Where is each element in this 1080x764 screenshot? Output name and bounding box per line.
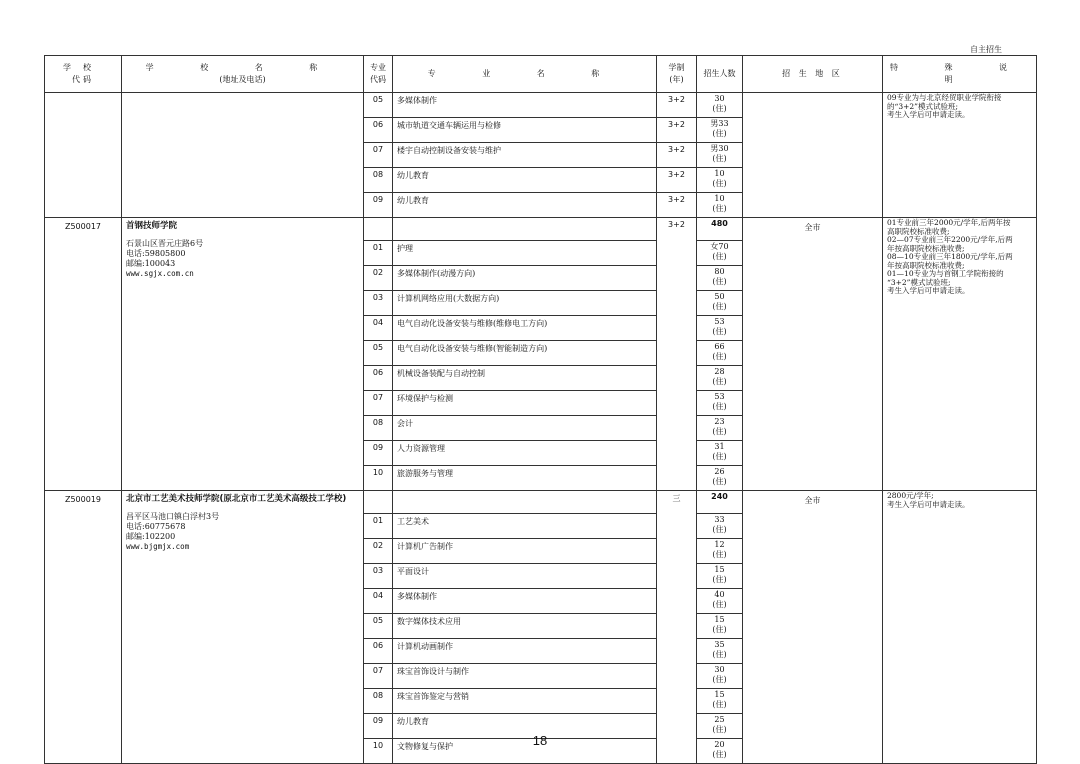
major-code	[364, 316, 393, 341]
major-code-text: 05	[372, 95, 384, 104]
major-name-text: 平面设计	[397, 567, 429, 576]
major-code-text: 03	[372, 566, 384, 575]
major-name	[393, 639, 657, 664]
col-major-code: 专业 代码	[364, 56, 393, 93]
lodging-note: (住)	[712, 550, 727, 559]
major-code	[364, 564, 393, 589]
area-text: 全市	[804, 496, 821, 505]
major-code	[364, 416, 393, 441]
duration	[657, 118, 697, 143]
major-code-text: 02	[372, 541, 384, 550]
major-code-text: 04	[372, 318, 384, 327]
major-name	[393, 366, 657, 391]
enroll-count	[697, 366, 743, 391]
school-phone: 电话:59805800	[126, 249, 186, 258]
lodging-note: (住)	[712, 575, 727, 584]
total-value: 240	[711, 492, 728, 501]
major-name-text: 计算机网络应用(大数据方向)	[397, 294, 500, 303]
school-postcode: 邮编:102200	[126, 532, 176, 541]
area-cell	[743, 93, 883, 218]
lodging-note: (住)	[712, 725, 727, 734]
school-postcode: 邮编:100043	[126, 259, 176, 268]
enroll-count	[697, 441, 743, 466]
major-code	[364, 366, 393, 391]
lodging-note: (住)	[712, 452, 727, 461]
school-website: www.sgjx.com.cn	[126, 269, 194, 278]
major-code	[364, 514, 393, 539]
major-name-text: 楼宇自动控制设备安装与维护	[397, 146, 501, 155]
count-value: 35	[714, 640, 725, 649]
major-code	[364, 193, 393, 218]
col-note: 特 殊 说 明	[883, 56, 1037, 93]
lodging-note: (住)	[712, 129, 727, 138]
major-name	[393, 491, 657, 514]
major-name-text: 会计	[397, 419, 413, 428]
table-header	[45, 56, 1037, 93]
major-name-text: 计算机广告制作	[397, 542, 453, 551]
table-row	[45, 491, 1037, 514]
enroll-count	[697, 589, 743, 614]
enroll-count	[697, 639, 743, 664]
note-line: 高职院校标准收费;	[887, 226, 950, 236]
special-note	[883, 491, 1037, 764]
count-value: 33	[714, 515, 725, 524]
major-name-text: 护理	[397, 244, 413, 253]
lodging-note: (住)	[712, 104, 727, 113]
count-value: 53	[714, 317, 725, 326]
school-info	[122, 491, 364, 764]
major-name	[393, 539, 657, 564]
major-name	[393, 341, 657, 366]
major-name	[393, 564, 657, 589]
table-row	[45, 93, 1037, 118]
note-line: 01—10专业为与首钢工学院衔接的	[887, 269, 1004, 278]
count-value: 15	[714, 615, 725, 624]
major-name	[393, 466, 657, 491]
major-code-text: 08	[372, 691, 384, 700]
enroll-count	[697, 391, 743, 416]
major-name	[393, 168, 657, 193]
major-name-text: 文物修复与保护	[397, 742, 453, 751]
major-name	[393, 416, 657, 441]
school-code	[45, 218, 122, 491]
major-code-text: 10	[372, 468, 384, 477]
major-name-text: 多媒体制作	[397, 96, 437, 105]
major-name-text: 人力资源管理	[397, 444, 445, 453]
special-note	[883, 93, 1037, 218]
major-code	[364, 689, 393, 714]
major-code	[364, 391, 393, 416]
major-code-text: 04	[372, 591, 384, 600]
major-name	[393, 514, 657, 539]
enroll-count	[697, 241, 743, 266]
recruit-area	[743, 218, 883, 491]
school-name: 首钢技师学院	[126, 221, 178, 231]
note-line: 年按高职院校标准收费;	[887, 243, 965, 253]
note-line: 考生入学后可申请走读。	[887, 286, 970, 295]
school-code-cell	[45, 93, 122, 218]
count-value: 10	[714, 194, 725, 203]
lodging-note: (住)	[712, 600, 727, 609]
note-line: “3+2”模式试验班;	[887, 277, 951, 287]
enroll-count	[697, 416, 743, 441]
note-line: 08—10专业前三年1800元/学年,后两	[887, 252, 1013, 261]
count-value: 30	[714, 665, 725, 674]
lodging-note: (住)	[712, 302, 727, 311]
lodging-note: (住)	[712, 352, 727, 361]
major-code-text: 10	[372, 741, 384, 750]
duration-text: 三	[672, 494, 681, 503]
major-code	[364, 241, 393, 266]
lodging-note: (住)	[712, 252, 727, 261]
note-line: 考生入学后可申请走读。	[887, 499, 970, 509]
major-name	[393, 218, 657, 241]
major-name-text: 环境保护与检测	[397, 394, 453, 403]
total-count	[697, 218, 743, 241]
total-value: 480	[711, 219, 728, 228]
school-address: 昌平区马池口镇白浮村3号	[126, 512, 220, 521]
school-name: 北京市工艺美术技师学院(原北京市工艺美术高级技工学校)	[126, 494, 347, 504]
count-value: 女70	[710, 242, 729, 251]
enroll-count	[697, 466, 743, 491]
major-code-text: 08	[372, 170, 384, 179]
duration	[657, 218, 697, 491]
enroll-count	[697, 143, 743, 168]
major-name	[393, 441, 657, 466]
major-code	[364, 664, 393, 689]
col-count: 招生人数	[697, 56, 743, 93]
count-value: 15	[714, 565, 725, 574]
major-name	[393, 391, 657, 416]
school-code-text: Z500019	[64, 495, 102, 504]
duration	[657, 93, 697, 118]
enroll-count	[697, 564, 743, 589]
major-code	[364, 291, 393, 316]
major-code	[364, 218, 393, 241]
major-code-text: 07	[372, 393, 384, 402]
enroll-count	[697, 193, 743, 218]
major-code	[364, 491, 393, 514]
major-code	[364, 589, 393, 614]
col-school-name: 学 校 名 称 (地址及电话)	[122, 56, 364, 93]
major-code	[364, 118, 393, 143]
major-name	[393, 589, 657, 614]
area-text: 全市	[804, 223, 821, 232]
note-line: 09专业为与北京经贸职业学院衔接	[887, 93, 1002, 102]
major-name	[393, 664, 657, 689]
major-code	[364, 466, 393, 491]
lodging-note: (住)	[712, 675, 727, 684]
enroll-count	[697, 118, 743, 143]
major-code-text: 09	[372, 443, 384, 452]
major-name-text: 幼儿教育	[397, 717, 429, 726]
major-name-text: 珠宝首饰鉴定与营销	[397, 692, 469, 701]
major-name	[393, 316, 657, 341]
count-value: 53	[714, 392, 725, 401]
school-code	[45, 491, 122, 764]
count-value: 28	[714, 367, 725, 376]
school-info	[122, 218, 364, 491]
duration-text: 3+2	[668, 195, 685, 204]
count-value: 男33	[710, 119, 729, 128]
major-name-text: 珠宝首饰设计与制作	[397, 667, 469, 676]
major-code-text: 01	[372, 516, 384, 525]
col-school-code: 学校 代码	[45, 56, 122, 93]
enroll-count	[697, 514, 743, 539]
major-code-text: 06	[372, 120, 384, 129]
duration	[657, 193, 697, 218]
note-line: 的“3+2”模式试验班;	[887, 101, 959, 111]
enroll-count	[697, 266, 743, 291]
lodging-note: (住)	[712, 700, 727, 709]
count-value: 23	[714, 417, 725, 426]
major-name-text: 幼儿教育	[397, 196, 429, 205]
major-name	[393, 93, 657, 118]
major-code-text: 09	[372, 195, 384, 204]
duration-text: 3+2	[668, 220, 685, 229]
major-code	[364, 614, 393, 639]
enrollment-table	[44, 55, 1037, 764]
col-duration: 学制 (年)	[657, 56, 697, 93]
major-code-text: 07	[372, 145, 384, 154]
enroll-count	[697, 93, 743, 118]
recruit-area	[743, 491, 883, 764]
lodging-note: (住)	[712, 179, 727, 188]
school-info	[122, 93, 364, 218]
lodging-note: (住)	[712, 650, 727, 659]
major-name-text: 幼儿教育	[397, 171, 429, 180]
major-code	[364, 341, 393, 366]
enroll-count	[697, 539, 743, 564]
note-line: 01专业前三年2000元/学年,后两年按	[887, 218, 1011, 227]
major-code	[364, 93, 393, 118]
lodging-note: (住)	[712, 277, 727, 286]
count-value: 80	[714, 267, 725, 276]
major-code-text: 08	[372, 418, 384, 427]
major-code	[364, 266, 393, 291]
count-value: 20	[714, 740, 725, 749]
table-row	[45, 218, 1037, 241]
enroll-count	[697, 341, 743, 366]
major-code-text: 05	[372, 343, 384, 352]
count-value: 10	[714, 169, 725, 178]
note-line: 考生入学后可申请走读。	[887, 110, 970, 119]
enroll-count	[697, 664, 743, 689]
major-code	[364, 639, 393, 664]
enroll-count	[697, 316, 743, 341]
count-value: 66	[714, 342, 725, 351]
duration	[657, 491, 697, 764]
count-value: 26	[714, 467, 725, 476]
count-value: 25	[714, 715, 725, 724]
major-code-text: 07	[372, 666, 384, 675]
page-number: 18	[532, 733, 548, 748]
major-name	[393, 291, 657, 316]
count-value: 50	[714, 292, 725, 301]
major-code-text: 06	[372, 641, 384, 650]
lodging-note: (住)	[712, 625, 727, 634]
major-name-text: 数字媒体技术应用	[397, 617, 461, 626]
duration-text: 3+2	[668, 120, 685, 129]
note-line: 年按高职院校标准收费;	[887, 260, 965, 270]
major-code-text: 02	[372, 268, 384, 277]
major-name-text: 多媒体制作(动漫方向)	[397, 269, 476, 278]
duration	[657, 143, 697, 168]
note-line: 2800元/学年;	[887, 491, 934, 500]
major-name	[393, 266, 657, 291]
lodging-note: (住)	[712, 327, 727, 336]
major-code-text: 09	[372, 716, 384, 725]
duration-text: 3+2	[668, 95, 685, 104]
lodging-note: (住)	[712, 477, 727, 486]
major-code-text: 03	[372, 293, 384, 302]
school-phone: 电话:60775678	[126, 522, 186, 531]
count-value: 31	[714, 442, 725, 451]
lodging-note: (住)	[712, 525, 727, 534]
major-name	[393, 689, 657, 714]
count-value: 12	[714, 540, 725, 549]
major-name-text: 机械设备装配与自动控制	[397, 369, 485, 378]
enroll-count	[697, 291, 743, 316]
duration-text: 3+2	[668, 145, 685, 154]
lodging-note: (住)	[712, 204, 727, 213]
major-name-text: 城市轨道交通车辆运用与检修	[397, 121, 501, 130]
lodging-note: (住)	[712, 402, 727, 411]
col-major-name: 专 业 名 称	[393, 56, 657, 93]
major-name-text: 多媒体制作	[397, 592, 437, 601]
major-name	[393, 143, 657, 168]
count-value: 40	[714, 590, 725, 599]
major-code	[364, 539, 393, 564]
enroll-count	[697, 689, 743, 714]
lodging-note: (住)	[712, 750, 727, 759]
major-name	[393, 614, 657, 639]
count-value: 男30	[710, 144, 729, 153]
school-address: 石景山区晋元庄路6号	[126, 239, 204, 248]
major-code-text: 01	[372, 243, 384, 252]
major-name	[393, 118, 657, 143]
major-code	[364, 168, 393, 193]
page-caption: 自主招生	[970, 45, 1002, 54]
major-name-text: 旅游服务与管理	[397, 469, 453, 478]
major-name-text: 工艺美术	[397, 517, 429, 526]
lodging-note: (住)	[712, 427, 727, 436]
col-area: 招 生 地 区	[743, 56, 883, 93]
school-website: www.bjgmjx.com	[126, 542, 190, 551]
duration-text: 3+2	[668, 170, 685, 179]
total-count	[697, 491, 743, 514]
major-name-text: 电气自动化设备安装与维修(维修电工方向)	[397, 319, 548, 328]
school-code-text: Z500017	[64, 222, 102, 231]
enroll-count	[697, 168, 743, 193]
lodging-note: (住)	[712, 154, 727, 163]
special-note	[883, 218, 1037, 491]
lodging-note: (住)	[712, 377, 727, 386]
major-code-text: 06	[372, 368, 384, 377]
major-name-text: 计算机动画制作	[397, 642, 453, 651]
count-value: 30	[714, 94, 725, 103]
major-name	[393, 193, 657, 218]
note-line: 02—07专业前三年2200元/学年,后两	[887, 235, 1013, 244]
major-name	[393, 241, 657, 266]
enroll-count	[697, 614, 743, 639]
count-value: 15	[714, 690, 725, 699]
duration	[657, 168, 697, 193]
major-code	[364, 143, 393, 168]
major-name-text: 电气自动化设备安装与维修(智能制造方向)	[397, 344, 548, 353]
major-code-text: 05	[372, 616, 384, 625]
major-code	[364, 441, 393, 466]
